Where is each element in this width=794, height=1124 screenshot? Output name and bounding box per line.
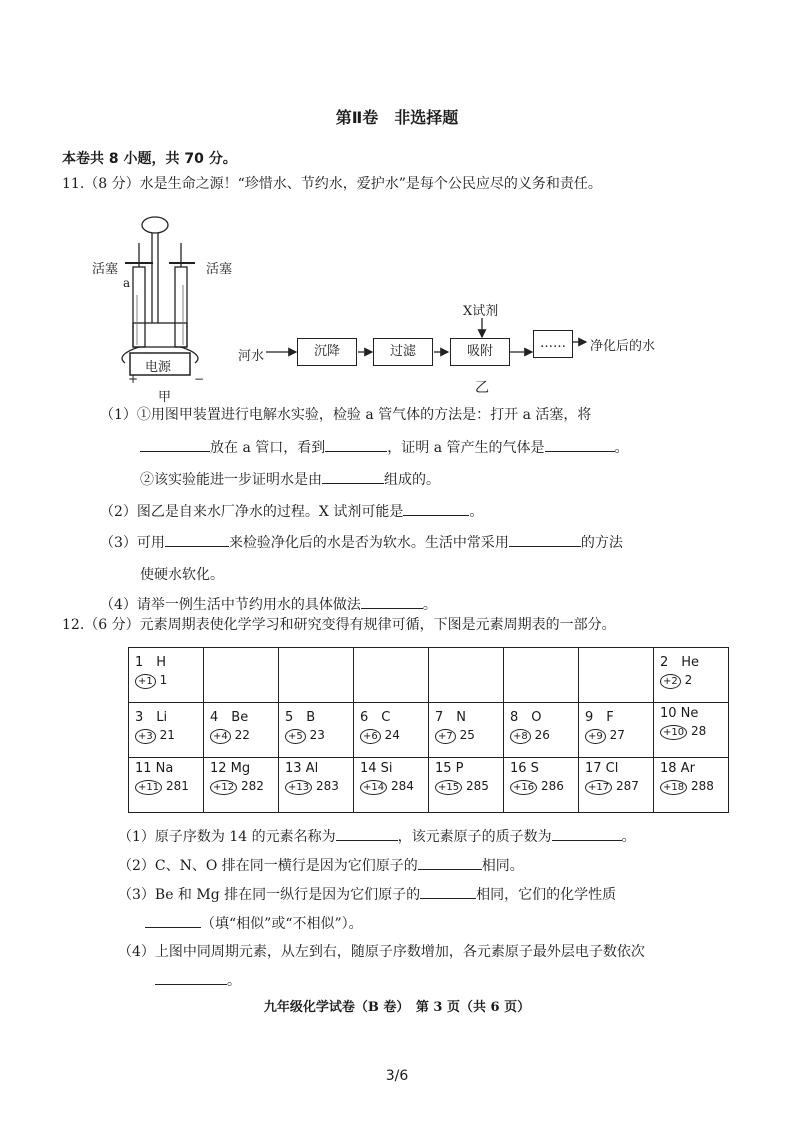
nucleus-charge: +9	[585, 729, 606, 744]
atomic-structure	[360, 728, 422, 744]
element-cell	[204, 758, 279, 813]
electron-shells: 22	[234, 728, 250, 742]
atomic-structure	[585, 728, 647, 744]
nucleus-charge: +10	[660, 725, 687, 740]
answer-blank[interactable]	[322, 469, 384, 484]
figure-jia-caption: 甲	[158, 390, 172, 405]
nucleus-charge: +1	[135, 674, 156, 689]
atomic-structure	[510, 779, 572, 795]
atomic-structure	[435, 728, 497, 744]
element-cell	[504, 758, 579, 813]
atomic-structure	[360, 779, 422, 795]
q11-part3: （3）可用 来检验净化后的水是否为软水。生活中常采用 的方法	[100, 532, 623, 552]
answer-blank[interactable]	[403, 501, 469, 516]
q12-part3-line2: （填“相似”或“不相似”）。	[145, 913, 363, 933]
electron-shells: 25	[459, 728, 475, 742]
element-symbol: 16 S	[510, 761, 539, 776]
element-symbol: 6 C	[360, 710, 391, 725]
atomic-structure	[210, 728, 272, 744]
power-supply-label: 电源	[145, 360, 172, 375]
answer-blank[interactable]	[552, 826, 622, 841]
element-cell	[504, 703, 579, 758]
nucleus-charge: +5	[285, 729, 306, 744]
element-cell	[429, 758, 504, 813]
q12-part3: （3）Be 和 Mg 排在同一纵行是因为它们原子的 相同，它们的化学性质	[118, 884, 616, 904]
electron-shells: 21	[159, 728, 175, 742]
element-cell	[429, 703, 504, 758]
element-cell	[129, 758, 204, 813]
electron-shells: 28	[690, 724, 707, 738]
electron-shells: 27	[609, 728, 625, 742]
flow-step-ellipsis: ……	[533, 330, 573, 358]
answer-blank[interactable]	[325, 437, 387, 452]
atomic-structure	[285, 779, 347, 795]
nucleus-charge: +4	[210, 729, 231, 744]
nucleus-charge: +18	[660, 780, 687, 795]
q12-stem: 12.（6 分）元素周期表使化学学习和研究变得有规律可循，下图是元素周期表的一部分。	[62, 617, 616, 633]
q11-part1-line2: 放在 a 管口，看到 ，证明 a 管产生的气体是 。	[140, 437, 629, 457]
answer-blank[interactable]	[420, 884, 476, 899]
electron-shells: 26	[534, 728, 550, 742]
q12-part4-line1: （4）上图中同周期元素，从左到右，随原子序数增加，各元素原子最外层电子数依次	[118, 944, 645, 960]
element-cell	[279, 758, 354, 813]
element-cell	[204, 703, 279, 758]
q11-part2: （2）图乙是自来水厂净水的过程。X 试剂可能是 。	[100, 501, 483, 521]
electron-shells: 285	[465, 779, 489, 793]
element-symbol: 5 B	[285, 710, 316, 725]
element-symbol: 1 H	[135, 655, 167, 670]
page-footer: 九年级化学试卷（B 卷） 第 3 页（共 6 页）	[263, 1000, 531, 1015]
element-symbol: 14 Si	[360, 761, 393, 776]
electron-shells: 281	[165, 779, 189, 793]
periodic-table-row	[129, 648, 729, 703]
element-symbol: 8 O	[510, 710, 542, 725]
flow-step-filtration: 过滤	[373, 338, 433, 366]
tube-a-label: a	[123, 276, 131, 290]
element-symbol: 12 Mg	[210, 761, 251, 776]
empty-cell	[579, 648, 654, 703]
q11-part1-line1: （1）①用图甲装置进行电解水实验，检验 a 管气体的方法是：打开 a 活塞，将	[100, 407, 592, 423]
answer-blank[interactable]	[155, 970, 227, 985]
nucleus-charge: +3	[135, 729, 156, 744]
element-symbol: 9 F	[585, 710, 614, 725]
periodic-table-excerpt	[128, 647, 729, 813]
element-cell	[654, 648, 729, 703]
section-intro: 本卷共 8 小题，共 70 分。	[62, 151, 237, 167]
q11-stem: 11.（8 分）水是生命之源！“珍惜水、节约水，爱护水”是每个公民应尽的义务和责任。	[62, 176, 602, 192]
answer-blank[interactable]	[145, 913, 201, 928]
q11-part4: （4）请举一例生活中节约用水的具体做法 。	[100, 594, 437, 614]
empty-cell	[429, 648, 504, 703]
answer-blank[interactable]	[165, 532, 229, 547]
atomic-structure	[510, 728, 572, 744]
atomic-structure	[660, 779, 722, 795]
flow-start-river-water: 河水	[238, 349, 265, 364]
element-symbol: 17 Cl	[585, 761, 619, 776]
positive-terminal: +	[128, 372, 139, 386]
flow-end-purified-water: 净化后的水	[590, 339, 656, 354]
nucleus-charge: +7	[435, 729, 456, 744]
answer-blank[interactable]	[140, 437, 210, 452]
nucleus-charge: +11	[135, 780, 162, 795]
nucleus-charge: +2	[660, 674, 681, 689]
periodic-table-row	[129, 758, 729, 813]
element-cell	[579, 703, 654, 758]
empty-cell	[204, 648, 279, 703]
element-cell	[654, 703, 729, 758]
atomic-structure	[660, 724, 722, 740]
q11-part3-line2: 使硬水软化。	[140, 567, 224, 583]
element-symbol: 13 Al	[285, 761, 319, 776]
answer-blank[interactable]	[509, 532, 581, 547]
empty-cell	[354, 648, 429, 703]
element-symbol: 11 Na	[135, 761, 174, 776]
element-symbol: 10 Ne	[660, 706, 699, 721]
negative-terminal: −	[194, 372, 205, 386]
electron-shells: 286	[540, 779, 564, 793]
right-stopcock-label: 活塞	[206, 262, 233, 277]
atomic-structure	[435, 779, 497, 795]
answer-blank[interactable]	[361, 594, 423, 609]
electron-shells: 283	[315, 779, 339, 793]
nucleus-charge: +15	[435, 780, 462, 795]
element-symbol: 2 He	[660, 655, 700, 670]
q12-part4-line2: 。	[155, 970, 241, 990]
electron-shells: 284	[390, 779, 414, 793]
answer-blank[interactable]	[336, 826, 398, 841]
nucleus-charge: +17	[585, 780, 612, 795]
atomic-structure	[210, 779, 272, 795]
atomic-structure	[660, 673, 722, 689]
answer-blank[interactable]	[418, 855, 482, 870]
nucleus-charge: +13	[285, 780, 312, 795]
element-cell	[354, 703, 429, 758]
electron-shells: 24	[384, 728, 400, 742]
figure-yi-caption: 乙	[475, 380, 489, 396]
nucleus-charge: +8	[510, 729, 531, 744]
nucleus-charge: +14	[360, 780, 387, 795]
electron-shells: 287	[615, 779, 639, 793]
element-symbol: 4 Be	[210, 710, 249, 725]
periodic-table-row	[129, 703, 729, 758]
q12-part2: （2）C、N、O 排在同一横行是因为它们原子的 相同。	[118, 855, 524, 875]
atomic-structure	[135, 728, 197, 744]
section-title: 第Ⅱ卷 非选择题	[335, 108, 459, 127]
empty-cell	[504, 648, 579, 703]
element-symbol: 15 P	[435, 761, 464, 776]
nucleus-charge: +6	[360, 729, 381, 744]
element-cell	[354, 758, 429, 813]
atomic-structure	[135, 779, 197, 795]
atomic-structure	[285, 728, 347, 744]
answer-blank[interactable]	[545, 437, 615, 452]
left-stopcock-label: 活塞	[92, 262, 119, 277]
nucleus-charge: +12	[210, 780, 237, 795]
q11-part1-line3: ②该实验能进一步证明水是由 组成的。	[140, 469, 440, 489]
x-reagent-label: X试剂	[463, 304, 499, 319]
element-cell	[129, 703, 204, 758]
nucleus-charge: +16	[510, 780, 537, 795]
electron-shells: 2	[684, 673, 693, 687]
element-symbol: 7 N	[435, 710, 466, 725]
flow-step-sedimentation: 沉降	[297, 338, 357, 366]
electron-shells: 282	[240, 779, 264, 793]
element-cell	[654, 758, 729, 813]
electron-shells: 23	[309, 728, 325, 742]
electron-shells: 288	[690, 779, 714, 793]
element-cell	[279, 703, 354, 758]
atomic-structure	[135, 673, 197, 689]
flow-step-adsorption: 吸附	[450, 338, 510, 366]
element-cell	[579, 758, 654, 813]
q12-part1: （1）原子序数为 14 的元素名称为 ，该元素原子的质子数为 。	[118, 826, 636, 846]
page-number: 3/6	[385, 1068, 409, 1084]
empty-cell	[279, 648, 354, 703]
element-cell	[129, 648, 204, 703]
electron-shells: 1	[159, 673, 168, 687]
atomic-structure	[585, 779, 647, 795]
element-symbol: 18 Ar	[660, 761, 695, 776]
element-symbol: 3 Li	[135, 710, 168, 725]
